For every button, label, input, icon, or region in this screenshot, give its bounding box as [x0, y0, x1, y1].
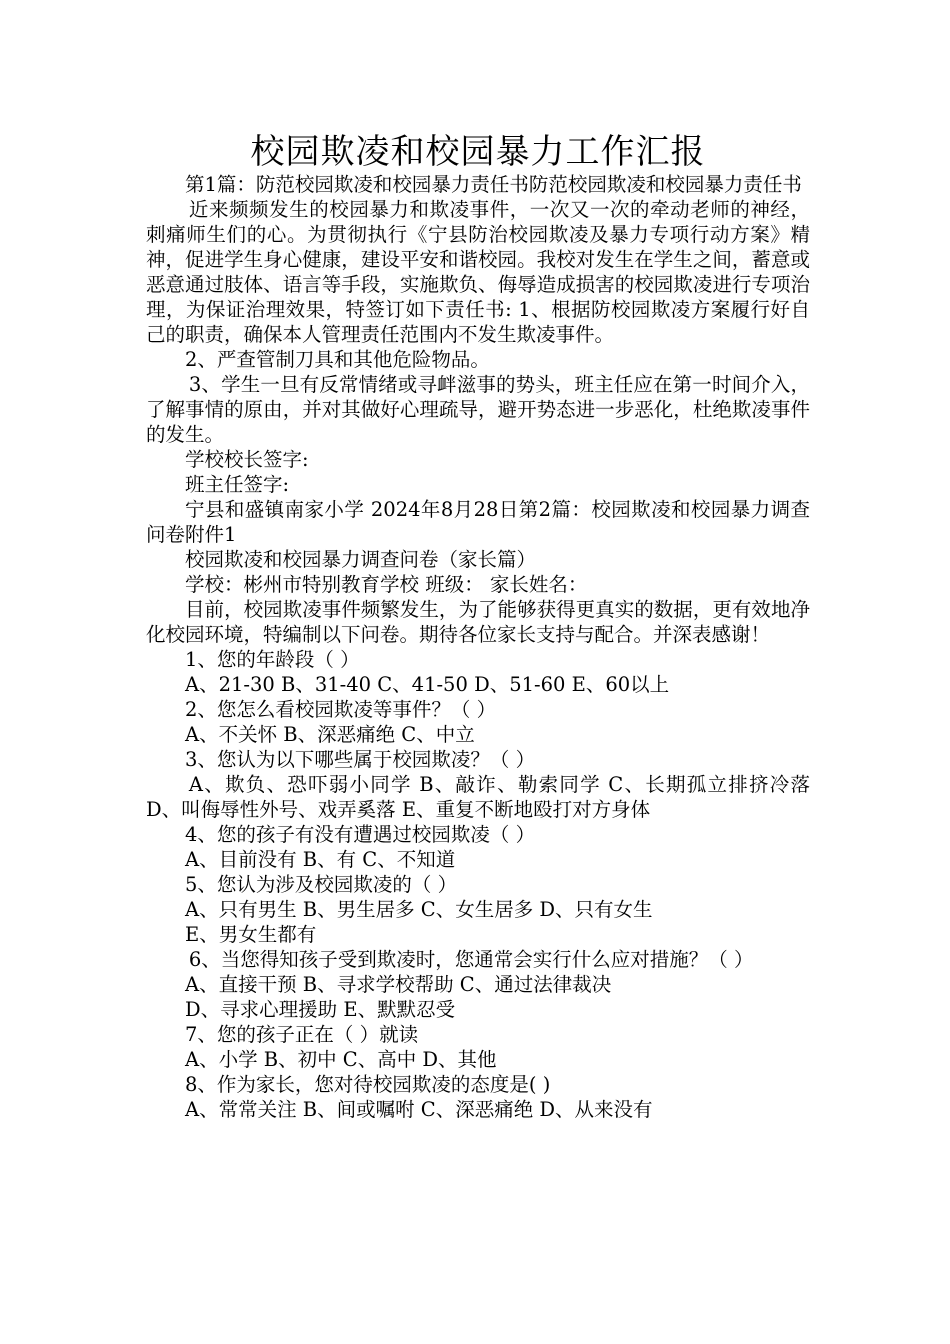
question-1: 1、您的年龄段（ ）: [185, 648, 360, 671]
question-5-options: A、只有男生 B、男生居多 C、女生居多 D、只有女生: [185, 898, 653, 921]
paragraph-intro: 近来频频发生的校园暴力和欺凌事件，一次又一次的牵动老师的神经，刺痛师生们的心。为贯彻执行《宁县防治校园欺凌及暴力专项行动方案》精神，促进学生身心健康，建设平安和谐校园。我校对发生在学生之间，蓄意或恶意通过肢体、语言等手段，实施欺负、侮辱造成损害的校园欺凌进行专项治理，为保证治理效果，特签订如下责任书: 1、根据防校园欺凌方案履行好自己的职责，确保本人管理责任范围内不发生欺凌事件。: [146, 198, 810, 346]
paragraph-item-2: 2、严查管制刀具和其他危险物品。: [185, 348, 490, 371]
question-8-options: A、常常关注 B、间或嘱咐 C、深恶痛绝 D、从来没有: [185, 1098, 653, 1121]
document-page: [146, 130, 810, 1122]
question-7: 7、您的孩子正在（ ）就读: [185, 1023, 419, 1046]
question-4: 4、您的孩子有没有遭遇过校园欺凌（ ）: [185, 823, 536, 846]
question-2-options: A、不关怀 B、深恶痛绝 C、中立: [185, 723, 475, 746]
question-2: 2、您怎么看校园欺凌等事件？（ ）: [185, 698, 497, 721]
survey-intro: 目前，校园欺凌事件频繁发生，为了能够获得更真实的数据，更有效地净化校园环境，特编制以下问卷。期待各位家长支持与配合。并深表感谢！: [146, 598, 810, 646]
question-8: 8、作为家长，您对待校园欺凌的态度是( ): [185, 1073, 551, 1096]
question-1-options: A、21-30 B、31-40 C、41-50 D、51-60 E、60以上: [185, 673, 670, 696]
question-5-options-continued: E、男女生都有: [185, 923, 317, 946]
question-7-options: A、小学 B、初中 C、高中 D、其他: [185, 1048, 497, 1071]
document-title: 校园欺凌和校园暴力工作汇报: [250, 132, 706, 172]
question-5: 5、您认为涉及校园欺凌的（ ）: [185, 873, 458, 896]
paragraph-section1-heading: 第1篇：防范校园欺凌和校园暴力责任书防范校园欺凌和校园暴力责任书: [185, 173, 802, 196]
question-6: 6、当您得知孩子受到欺凌时，您通常会实行什么应对措施？（ ）: [188, 948, 754, 971]
principal-signature-line: 学校校长签字:: [185, 448, 309, 471]
teacher-signature-line: 班主任签字:: [185, 473, 290, 496]
question-6-options: A、直接干预 B、寻求学校帮助 C、通过法律裁决: [185, 973, 612, 996]
question-4-options: A、目前没有 B、有 C、不知道: [185, 848, 456, 871]
question-3-options: A、欺负、恐吓弱小同学 B、敲诈、勒索同学 C、长期孤立排挤冷落 D、叫侮辱性外号、戏弄奚落 E、重复不断地殴打对方身体: [146, 773, 810, 821]
question-3: 3、您认为以下哪些属于校园欺凌？（ ）: [185, 748, 536, 771]
survey-title: 校园欺凌和校园暴力调查问卷（家长篇）: [185, 548, 537, 571]
paragraph-school-date: 宁县和盛镇南家小学 2024年8月28日第2篇：校园欺凌和校园暴力调查问卷附件1: [146, 498, 810, 546]
question-6-options-continued: D、寻求心理援助 E、默默忍受: [185, 998, 456, 1021]
paragraph-item-3: 3、学生一旦有反常情绪或寻衅滋事的势头，班主任应在第一时间介入，了解事情的原由，并对其做好心理疏导，避开势态进一步恶化，杜绝欺凌事件的发生。: [146, 373, 810, 446]
survey-school-info: 学校：彬州市特别教育学校 班级： 家长姓名：: [185, 573, 588, 596]
